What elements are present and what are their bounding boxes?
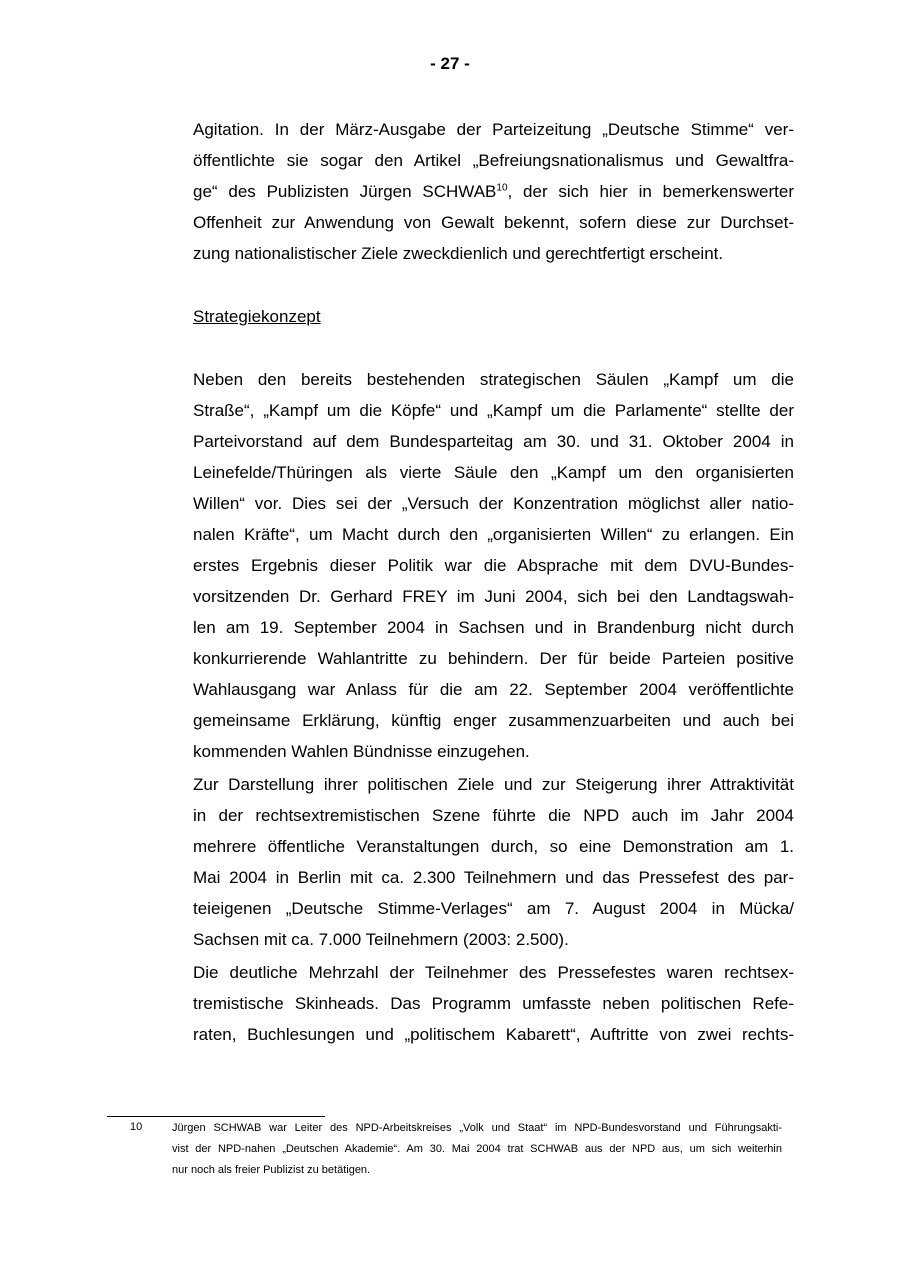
paragraph-2-line: Parteivorstand auf dem Bundesparteitag am 30. und 31. Oktober 2004 in	[193, 432, 794, 451]
line-text: , der sich hier in bemerkenswerter	[507, 182, 794, 201]
paragraph-3-line: teieigenen „Deutsche Stimme-Verlages“ am 7. August 2004 in Mücka/	[193, 899, 794, 918]
paragraph-3-line: Sachsen mit ca. 7.000 Teilnehmern (2003: 2.500).	[193, 930, 569, 949]
page-number: - 27 -	[430, 54, 470, 73]
paragraph-3-line: Mai 2004 in Berlin mit ca. 2.300 Teilnehmern und das Pressefest des par-	[193, 868, 794, 887]
paragraph-4-line: Die deutliche Mehrzahl der Teilnehmer des Pressefestes waren rechtsex-	[193, 963, 794, 982]
footnote-number: 10	[130, 1121, 143, 1133]
paragraph-1-line: Agitation. In der März-Ausgabe der Parteizeitung „Deutsche Stimme“ ver-	[193, 120, 794, 139]
paragraph-2-line: Wahlausgang war Anlass für die am 22. September 2004 veröffentlichte	[193, 680, 794, 699]
paragraph-1-line: zung nationalistischer Ziele zweckdienlich und gerechtfertigt erscheint.	[193, 244, 724, 263]
paragraph-4-line: tremistische Skinheads. Das Programm umfasste neben politischen Refe-	[193, 994, 794, 1013]
footnote-line: nur noch als freier Publizist zu betätigen.	[172, 1164, 371, 1176]
paragraph-2-line: len am 19. September 2004 in Sachsen und in Brandenburg nicht durch	[193, 618, 794, 637]
paragraph-1-line: öffentlichte sie sogar den Artikel „Befreiungsnationalismus und Gewaltfra-	[193, 151, 794, 170]
paragraph-2-line: erstes Ergebnis dieser Politik war die Absprache mit dem DVU-Bundes-	[193, 556, 794, 575]
paragraph-2-line: vorsitzenden Dr. Gerhard FREY im Juni 2004, sich bei den Landtagswah-	[193, 587, 794, 606]
paragraph-3-line: in der rechtsextremistischen Szene führte die NPD auch im Jahr 2004	[193, 806, 794, 825]
section-heading: Strategiekonzept	[193, 307, 321, 326]
paragraph-3-line: mehrere öffentliche Veranstaltungen durch, so eine Demonstration am 1.	[193, 837, 794, 856]
footnote-divider	[107, 1116, 325, 1117]
paragraph-1-line	[193, 182, 794, 202]
paragraph-1-line: Offenheit zur Anwendung von Gewalt bekennt, sofern diese zur Durchset-	[193, 213, 794, 232]
paragraph-2-line: konkurrierende Wahlantritte zu behindern. Der für beide Parteien positive	[193, 649, 794, 668]
paragraph-2-line: Neben den bereits bestehenden strategischen Säulen „Kampf um die	[193, 370, 794, 389]
paragraph-3-line: Zur Darstellung ihrer politischen Ziele und zur Steigerung ihrer Attraktivität	[193, 775, 794, 794]
footnote-line: vist der NPD-nahen „Deutschen Akademie“. Am 30. Mai 2004 trat SCHWAB aus der NPD aus, um sich weiterhin	[172, 1143, 782, 1155]
paragraph-4-line: raten, Buchlesungen und „politischem Kabarett“, Auftritte von zwei rechts-	[193, 1025, 794, 1044]
footnote-reference[interactable]: 10	[496, 182, 508, 194]
paragraph-2-line: Leinefelde/Thüringen als vierte Säule den „Kampf um den organisierten	[193, 463, 794, 482]
paragraph-2-line: kommenden Wahlen Bündnisse einzugehen.	[193, 742, 530, 761]
paragraph-2-line: gemeinsame Erklärung, künftig enger zusammenzuarbeiten und auch bei	[193, 711, 794, 730]
line-text: ge“ des Publizisten Jürgen SCHWAB	[193, 182, 497, 201]
paragraph-2-line: Straße“, „Kampf um die Köpfe“ und „Kampf um die Parlamente“ stellte der	[193, 401, 794, 420]
paragraph-2-line: nalen Kräfte“, um Macht durch den „organisierten Willen“ zu erlangen. Ein	[193, 525, 794, 544]
paragraph-2-line: Willen“ vor. Dies sei der „Versuch der Konzentration möglichst aller natio-	[193, 494, 794, 513]
footnote-line: Jürgen SCHWAB war Leiter des NPD-Arbeitskreises „Volk und Staat“ im NPD-Bundesvorstand und Führungsakti-	[172, 1122, 782, 1134]
